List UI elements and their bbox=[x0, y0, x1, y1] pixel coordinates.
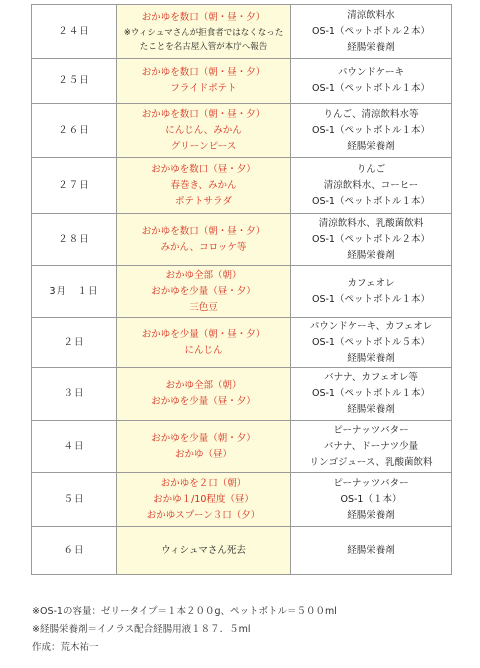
food-item: グリーンピース bbox=[170, 140, 237, 152]
food-item: おかゆを数口（朝・昼・夕） bbox=[141, 225, 266, 237]
drink-item: OS-1（１本） bbox=[340, 493, 402, 505]
table-row bbox=[32, 266, 452, 318]
food-item: にんじん bbox=[184, 344, 223, 356]
date-cell: ２７日 bbox=[32, 158, 117, 214]
drink-item: 清涼飲料水、コーヒー bbox=[323, 179, 419, 191]
drink-item: OS-1（ペットボトル１本） bbox=[312, 83, 430, 94]
drink-cell bbox=[291, 214, 452, 266]
food-item: フライドポテト bbox=[170, 83, 237, 94]
drink-item: OS-1（ペットボトル１本） bbox=[312, 124, 430, 136]
drink-item: OS-1（ペットボトル２本） bbox=[312, 233, 430, 245]
drink-cell bbox=[291, 318, 452, 368]
table-row bbox=[32, 421, 452, 473]
footnote-enteral-nutrition: ※経腸栄養剤＝イノラス配合経腸用液１８７．５ml bbox=[32, 624, 251, 635]
food-item: おかゆを少量（昼・夕） bbox=[151, 396, 256, 407]
food-item: おかゆ１/10程度（昼） bbox=[153, 493, 254, 505]
drink-item: OS-1（ペットボトル５本） bbox=[312, 336, 430, 348]
food-cell bbox=[117, 318, 291, 368]
drink-item: 清涼飲料水、乳酸菌飲料 bbox=[318, 217, 424, 229]
table-row bbox=[32, 318, 452, 368]
date-cell: ２８日 bbox=[32, 214, 117, 266]
drink-item: OS-1（ペットボトル１本） bbox=[312, 293, 430, 305]
drink-item: ピーナッツバター bbox=[333, 477, 409, 489]
drink-item: 経腸栄養剤 bbox=[347, 41, 395, 53]
drink-cell bbox=[291, 368, 452, 421]
drink-item: バナナ、カフェオレ等 bbox=[324, 372, 418, 383]
drink-item: ピーナッツバター bbox=[333, 424, 409, 436]
date-cell: ２日 bbox=[32, 318, 117, 368]
table-row bbox=[32, 158, 452, 214]
table-row bbox=[32, 214, 452, 266]
author-credit: 作成：荒木祐一 bbox=[32, 642, 99, 653]
daily-intake-table bbox=[31, 4, 452, 575]
drink-item: りんご、清涼飲料水等 bbox=[323, 108, 419, 120]
drink-item: OS-1（ペットボトル２本） bbox=[312, 25, 430, 37]
date-cell: ２５日 bbox=[32, 59, 117, 104]
table-row bbox=[32, 5, 452, 59]
drink-item: OS-1（ペットボトル１本） bbox=[312, 195, 430, 207]
food-item: おかゆを数口（朝・昼・夕） bbox=[141, 108, 266, 120]
table-row bbox=[32, 473, 452, 527]
food-cell bbox=[117, 158, 291, 214]
date-cell: ５日 bbox=[32, 473, 117, 527]
food-cell bbox=[117, 59, 291, 104]
food-item: おかゆを少量（朝・昼・夕） bbox=[141, 328, 266, 340]
date-cell: ２６日 bbox=[32, 104, 117, 158]
table-row bbox=[32, 104, 452, 158]
food-item: おかゆを２口（朝） bbox=[160, 477, 247, 489]
drink-item: りんご bbox=[356, 163, 386, 175]
drink-item: リンゴジュース、乳酸菌飲料 bbox=[309, 456, 433, 468]
drink-cell bbox=[291, 266, 452, 318]
date-cell: ２４日 bbox=[32, 5, 117, 59]
food-item: おかゆを数口（朝・昼・夕） bbox=[141, 11, 266, 23]
drink-cell bbox=[291, 473, 452, 527]
food-cell bbox=[117, 104, 291, 158]
drink-cell bbox=[291, 527, 452, 575]
death-notice: ウィシュマさん死去 bbox=[161, 544, 246, 556]
food-item: おかゆを少量（朝・夕） bbox=[151, 432, 256, 444]
drink-cell bbox=[291, 158, 452, 214]
date-cell: ４日 bbox=[32, 421, 117, 473]
footnote-os1-volume: ※OS-1の容量：ゼリータイプ＝１本２００g、ペットボトル＝５００ml bbox=[32, 606, 337, 617]
table-row bbox=[32, 527, 452, 575]
drink-item: パウンドケーキ、カフェオレ bbox=[309, 320, 433, 332]
food-item: おかゆを数口（昼・夕） bbox=[151, 163, 256, 175]
drink-item: 経腸栄養剤 bbox=[347, 509, 395, 521]
food-item: おかゆ全部（朝） bbox=[165, 269, 242, 281]
food-cell bbox=[117, 266, 291, 318]
food-item: おかゆ（昼） bbox=[174, 448, 232, 460]
food-item: 三色豆 bbox=[189, 301, 218, 313]
drink-item: 経腸栄養剤 bbox=[347, 140, 395, 152]
date-cell: 3月 １日 bbox=[32, 266, 117, 318]
drink-cell bbox=[291, 5, 452, 59]
drink-item: 経腸栄養剤 bbox=[347, 352, 395, 364]
food-cell bbox=[117, 473, 291, 527]
drink-item: バナナ、ドーナツ少量 bbox=[323, 440, 419, 452]
food-note: たことを名古屋入管が本庁へ報告 bbox=[139, 41, 268, 52]
drink-item: パウンドケーキ bbox=[337, 67, 405, 78]
drink-item: 経腸栄養剤 bbox=[347, 544, 395, 556]
drink-cell bbox=[291, 104, 452, 158]
date-cell: ３日 bbox=[32, 368, 117, 421]
food-item: にんじん、みかん bbox=[165, 124, 242, 136]
drink-cell bbox=[291, 421, 452, 473]
table-row bbox=[32, 59, 452, 104]
food-note: ※ウィシュマさんが拒食者ではなくなった bbox=[123, 27, 284, 38]
drink-cell bbox=[291, 59, 452, 104]
footnotes bbox=[32, 603, 337, 657]
food-cell bbox=[117, 421, 291, 473]
drink-item: カフェオレ bbox=[347, 277, 395, 289]
drink-item: 経腸栄養剤 bbox=[347, 404, 395, 415]
food-cell bbox=[117, 214, 291, 266]
food-item: おかゆを少量（昼・夕） bbox=[151, 285, 256, 297]
food-item: 春巻き、みかん bbox=[170, 179, 237, 191]
food-item: おかゆスプーン３口（夕） bbox=[146, 509, 261, 521]
food-cell bbox=[117, 368, 291, 421]
date-cell: ６日 bbox=[32, 527, 117, 575]
drink-item: 清涼飲料水 bbox=[347, 9, 395, 21]
drink-item: OS-1（ペットボトル１本） bbox=[312, 388, 430, 399]
food-cell bbox=[117, 5, 291, 59]
drink-item: 経腸栄養剤 bbox=[347, 249, 395, 261]
food-item: ポテトサラダ bbox=[175, 195, 232, 207]
food-item: おかゆ全部（朝） bbox=[165, 380, 242, 391]
food-cell bbox=[117, 527, 291, 575]
food-item: おかゆを数口（朝・昼・夕） bbox=[141, 67, 266, 78]
table-row bbox=[32, 368, 452, 421]
food-item: みかん、コロッケ等 bbox=[160, 241, 247, 253]
